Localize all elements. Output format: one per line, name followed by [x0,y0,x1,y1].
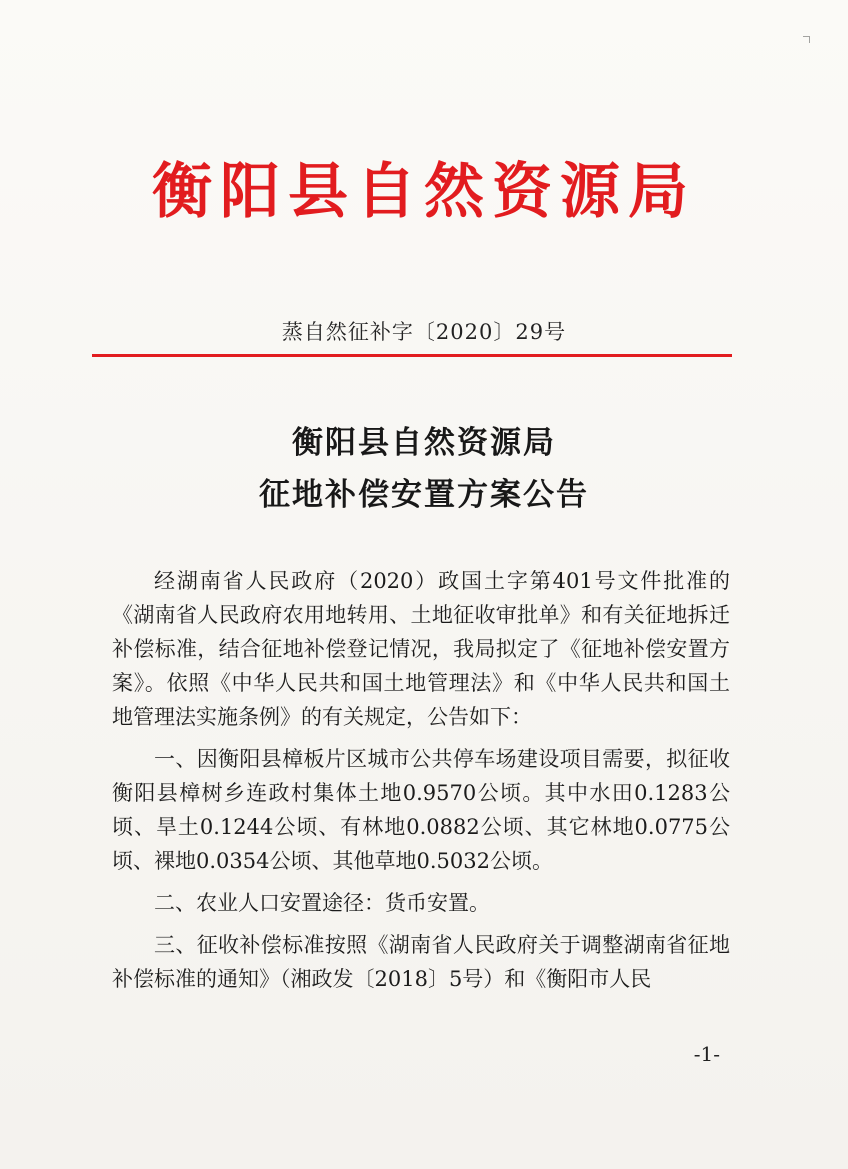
issuer-header-title: 衡阳县自然资源局 [152,157,696,227]
red-divider-line [92,354,732,357]
body-paragraph-3: 三、征收补偿标准按照《湖南省人民政府关于调整湖南省征地补偿标准的通知》（湘政发〔2018〕5号）和《衡阳市人民 [112,933,730,991]
notice-title-line1: 衡阳县自然资源局 [292,425,556,461]
page-number: -1- [693,1042,720,1066]
notice-body [112,564,730,1004]
scan-corner-mark [803,36,810,43]
body-paragraph-1: 一、因衡阳县樟板片区城市公共停车场建设项目需要，拟征收衡阳县樟树乡连政村集体土地0.9570公顷。其中水田0.1283公顷、旱土0.1244公顷、有林地0.0882公顷、其它林地0.0775公顷、裸地0.0354公顷、其他草地0.5032公顷。 [112,747,730,873]
body-paragraph-intro: 经湖南省人民政府（2020）政国土字第401号文件批准的《湖南省人民政府农用地转用、土地征收审批单》和有关征地拆迁补偿标准，结合征地补偿登记情况，我局拟定了《征地补偿安置方案》。依照《中华人民共和国土地管理法》和《中华人民共和国土地管理法实施条例》的有关规定，公告如下： [112,569,730,729]
notice-title-line2: 征地补偿安置方案公告 [259,477,589,513]
document-number: 蒸自然征补字〔2020〕29号 [281,320,567,344]
body-paragraph-2: 二、农业人口安置途径：货币安置。 [154,891,490,915]
